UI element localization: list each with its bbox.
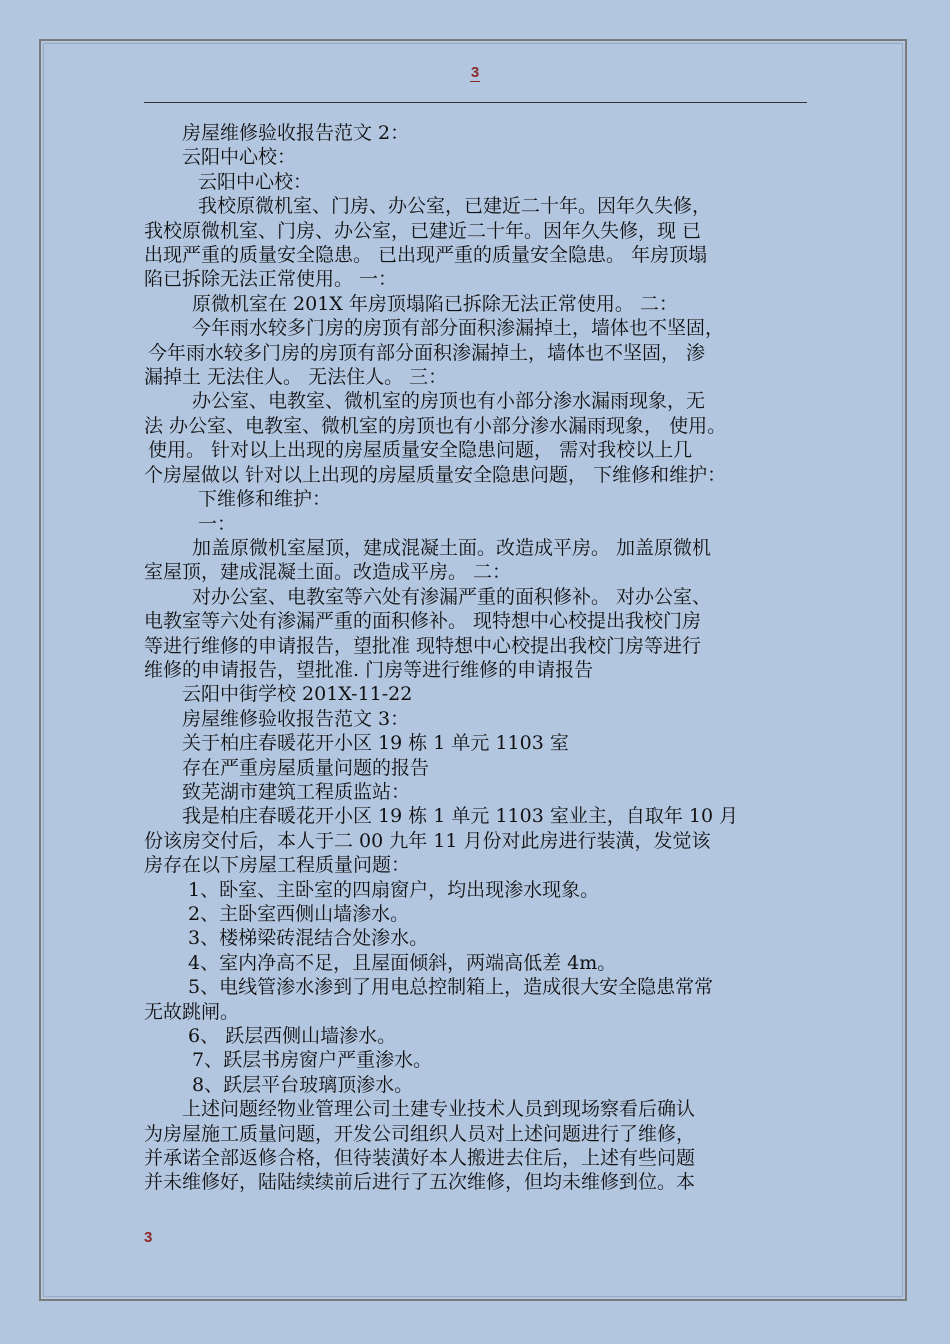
text-line: 云阳中心校： bbox=[182, 146, 297, 169]
text-line: 份该房交付后，本人于二 00 九年 11 月份对此房进行装潢，发觉该 bbox=[144, 829, 711, 852]
text-line: 房存在以下房屋工程质量问题： bbox=[144, 854, 411, 877]
text-line: 法 办公室、电教室、微机室的房顶也有小部分渗水漏雨现象， 使用。 bbox=[144, 414, 727, 437]
text-line: 云阳中心校： bbox=[198, 170, 313, 193]
text-line: 一： bbox=[198, 512, 237, 535]
text-line: 8、跃层平台玻璃顶渗水。 bbox=[192, 1073, 414, 1096]
text-line: 存在严重房屋质量问题的报告 bbox=[182, 756, 430, 779]
text-line: 为房屋施工质量问题，开发公司组织人员对上述问题进行了维修， bbox=[144, 1122, 696, 1145]
text-line: 2、主卧室西侧山墙渗水。 bbox=[188, 903, 410, 925]
header-page-number: 3 bbox=[470, 64, 480, 81]
document-body bbox=[144, 121, 820, 1195]
text-line: 房屋维修验收报告范文 2： bbox=[182, 122, 410, 144]
footer-page-number: 3 bbox=[144, 1229, 153, 1246]
text-line: 上述问题经物业管理公司土建专业技术人员到现场察看后确认 bbox=[182, 1098, 696, 1121]
text-line: 3、楼梯梁砖混结合处渗水。 bbox=[188, 927, 429, 950]
text-line: 电教室等六处有渗漏严重的面积修补。 现特想中心校提出我校门房 bbox=[144, 610, 702, 633]
text-line: 办公室、电教室、微机室的房顶也有小部分渗水漏雨现象，无 bbox=[192, 390, 706, 413]
text-line: 原微机室在 201X 年房顶塌陷已拆除无法正常使用。 二： bbox=[192, 292, 678, 315]
text-line: 我校原微机室、门房、办公室，已建近二十年。因年久失修， bbox=[198, 195, 712, 218]
text-line: 今年雨水较多门房的房顶有部分面积渗漏掉土，墙体也不坚固， 渗 bbox=[148, 341, 706, 364]
text-line: 室屋顶，建成混凝土面。改造成平房。 二： bbox=[144, 561, 512, 584]
text-line: 致芜湖市建筑工程质监站： bbox=[182, 780, 411, 803]
text-line: 4、室内净高不足，且屋面倾斜，两端高低差 4m。 bbox=[188, 951, 617, 974]
text-line: 漏掉土 无法住人。 无法住人。 三： bbox=[144, 366, 448, 389]
text-line: 6、 跃层西侧山墙渗水。 bbox=[188, 1025, 397, 1048]
text-line: 云阳中街学校 201X-11-22 bbox=[182, 683, 413, 706]
text-line: 无故跳闸。 bbox=[144, 1000, 240, 1023]
text-line: 使用。 针对以上出现的房屋质量安全隐患问题， 需对我校以上几 bbox=[148, 439, 693, 462]
text-line: 等进行维修的申请报告，望批准 现特想中心校提出我校门房等进行 bbox=[144, 634, 702, 657]
text-line: 并未维修好，陆陆续续前后进行了五次维修，但均未维修到位。本 bbox=[144, 1171, 696, 1194]
text-line: 维修的申请报告，望批准. 门房等进行维修的申请报告 bbox=[144, 658, 594, 681]
header-divider bbox=[144, 102, 807, 103]
text-line: 加盖原微机室屋顶，建成混凝土面。改造成平房。 加盖原微机 bbox=[192, 536, 712, 559]
text-line: 下维修和维护： bbox=[198, 488, 332, 511]
text-line: 我是柏庄春暖花开小区 19 栋 1 单元 1103 室业主，自取年 10 月 bbox=[182, 805, 739, 828]
text-line: 对办公室、电教室等六处有渗漏严重的面积修补。 对办公室、 bbox=[192, 585, 712, 608]
text-line: 7、跃层书房窗户严重渗水。 bbox=[192, 1049, 433, 1072]
text-line: 今年雨水较多门房的房顶有部分面积渗漏掉土，墙体也不坚固， bbox=[192, 317, 725, 340]
text-line: 关于柏庄春暖花开小区 19 栋 1 单元 1103 室 bbox=[182, 732, 569, 755]
text-line: 陷已拆除无法正常使用。 一： bbox=[144, 268, 398, 291]
text-line: 1、卧室、主卧室的四扇窗户，均出现渗水现象。 bbox=[188, 878, 600, 901]
text-line: 并承诺全部返修合格，但待装潢好本人搬进去住后，上述有些问题 bbox=[144, 1147, 696, 1170]
text-line: 我校原微机室、门房、办公室，已建近二十年。因年久失修，现 已 bbox=[144, 219, 702, 242]
text-line: 5、电线管渗水渗到了用电总控制箱上，造成很大安全隐患常常 bbox=[188, 976, 714, 999]
text-line: 房屋维修验收报告范文 3： bbox=[182, 707, 410, 730]
text-line: 个房屋做以 针对以上出现的房屋质量安全隐患问题， 下维修和维护： bbox=[144, 463, 727, 486]
text-line: 出现严重的质量安全隐患。 已出现严重的质量安全隐患。 年房顶塌 bbox=[144, 244, 708, 267]
